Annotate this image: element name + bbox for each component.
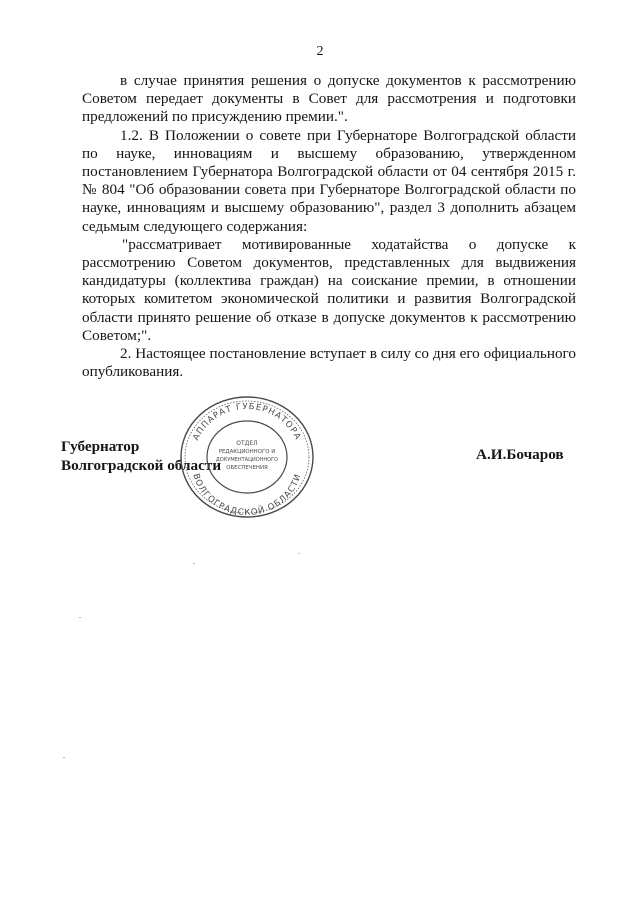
scan-speck <box>63 757 65 758</box>
page-number: 2 <box>316 44 324 59</box>
document-body <box>82 72 576 381</box>
paragraph-continuation: в случае принятия решения о допуске документов к рассмотрению Советом передает документы в Совет для рассмотрения и подготовки предложений по присуждению премии.". <box>82 72 576 126</box>
scan-speck <box>298 553 300 554</box>
signatory-name: А.И.Бочаров <box>476 446 564 463</box>
stamp-ring-bottom: ВОЛГОГРАДСКОЙ ОБЛАСТИ <box>190 472 304 519</box>
stamp-ring-top: АППАРАТ ГУБЕРНАТОРА <box>191 401 303 443</box>
stamp-seal-icon <box>176 393 318 521</box>
signatory-position-line1: Губернатор <box>61 438 140 455</box>
stamp-center-line-2: РЕДАКЦИОННОГО И <box>218 449 276 455</box>
svg-text:ВОЛГОГРАДСКОЙ ОБЛАСТИ <box>190 472 303 518</box>
scan-speck <box>193 563 195 564</box>
stamp-center-line-1: ОТДЕЛ <box>236 440 258 447</box>
official-stamp <box>176 393 318 521</box>
paragraph-amendment-1-2: 1.2. В Положении о совете при Губернаторе Волгоградской области по науке, инновациям и высшему образованию, утвержденном постановлением Губернатора Волгоградской области от 04 сентября 2015 г. № 804 "Об образовании совета при Губернаторе Волгоградской области по науке, инновациям и высшему образованию", раздел 3 дополнить абзацем седьмым следующего содержания: <box>82 126 576 235</box>
scan-speck <box>79 617 81 618</box>
signatory-position-line2: Волгоградской области <box>61 457 222 474</box>
stamp-center-line-4: ОБЕСПЕЧЕНИЯ <box>226 465 268 471</box>
paragraph-quoted-text: "рассматривает мотивированные ходатайства о допуске к рассмотрению Советом документов, представленных для выдвижения кандидатуры (коллектива граждан) на соискание премии, в отношении которых комитетом экономической политики и развития Волгоградской области принято решение об отказе в допуске документов к рассмотрению Советом;". <box>82 235 576 344</box>
stamp-center-line-3: ДОКУМЕНТАЦИОННОГО <box>215 457 279 463</box>
paragraph-entry-into-force: 2. Настоящее постановление вступает в силу со дня его официального опубликования. <box>82 345 576 381</box>
